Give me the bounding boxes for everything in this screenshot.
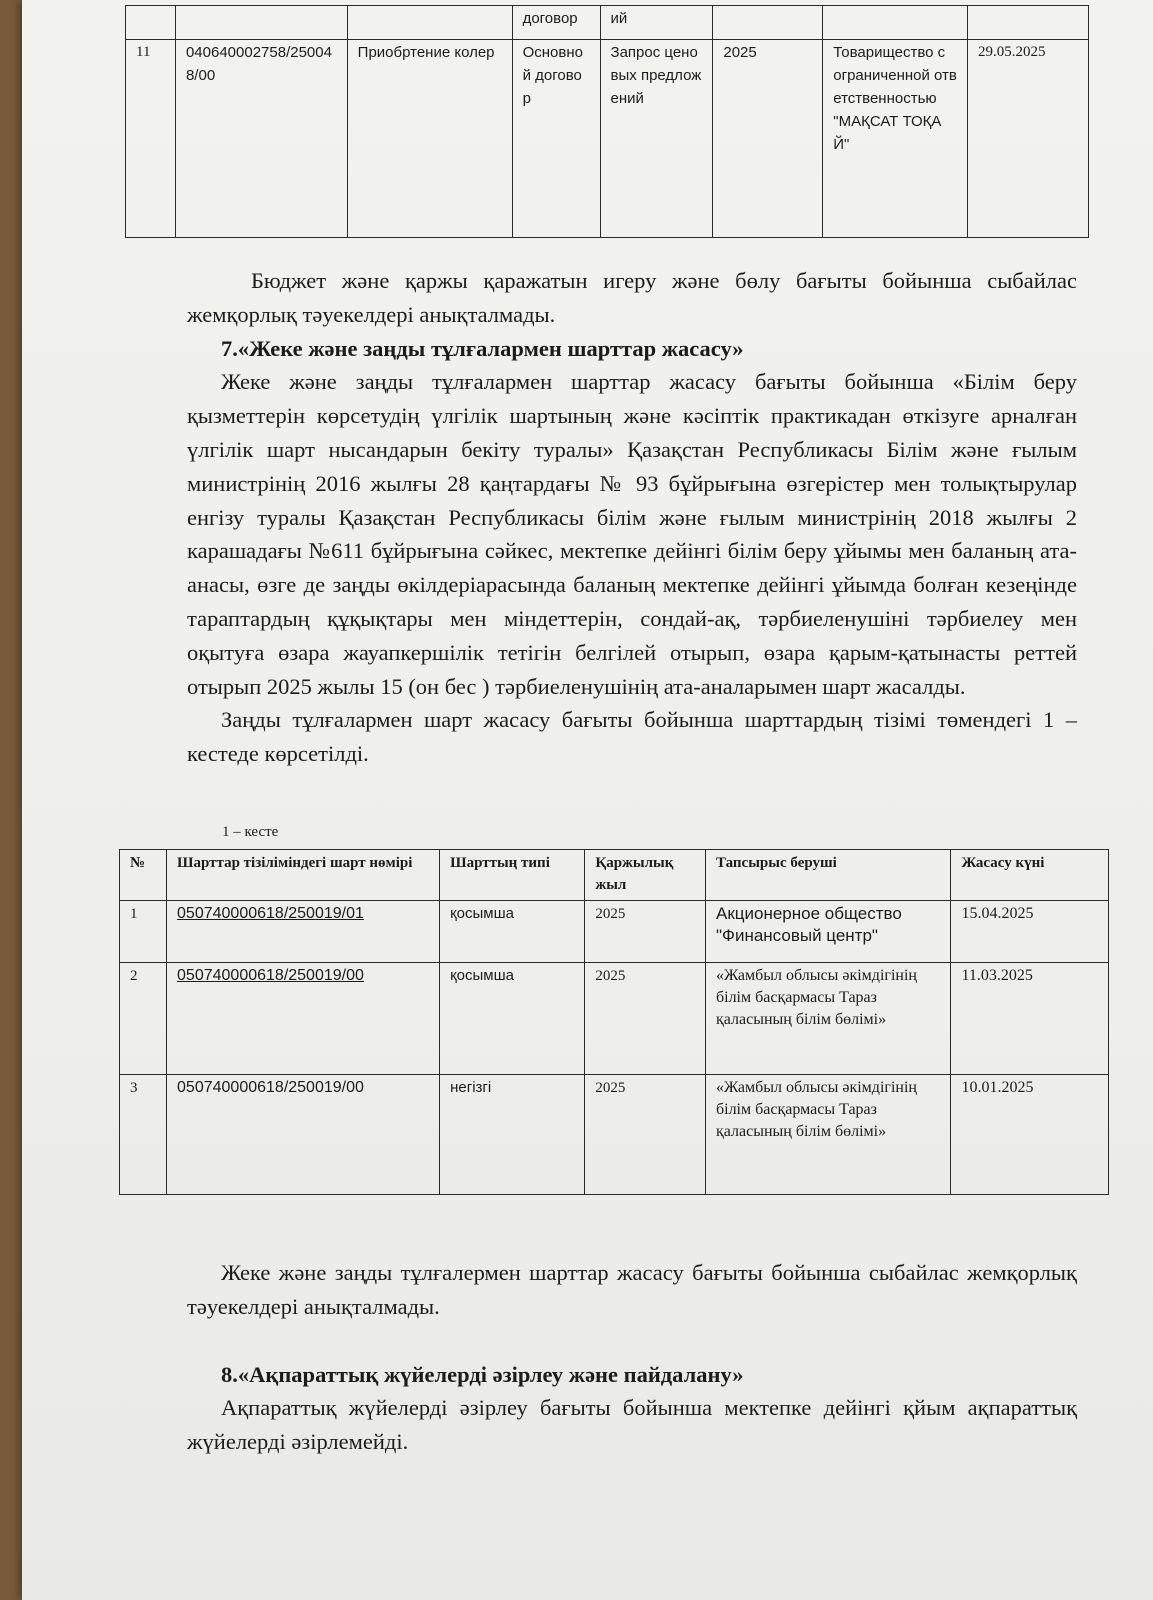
table-row [120, 901, 1109, 963]
cell-customer: Акционерное общество "Финансовый центр" [705, 901, 950, 963]
heading-section-7: 7.«Жеке және заңды тұлғалармен шарттар жасасу» [221, 335, 744, 361]
header-year: Қаржылық жыл [585, 850, 706, 901]
cell-method: Запрос ценовых предложений [600, 40, 713, 238]
header-date: Жасасу күні [951, 850, 1109, 901]
table-header-row [120, 850, 1109, 901]
table-caption: 1 – кесте [222, 824, 279, 840]
cell-method: ий [600, 6, 713, 40]
cell-customer: «Жамбыл облысы әкімдігінің білім басқармасы Тараз қаласының білім бөлімі» [705, 963, 950, 1075]
cell-customer: «Жамбыл облысы әкімдігінің білім басқармасы Тараз қаласының білім бөлімі» [705, 1075, 950, 1195]
procurement-table [125, 5, 1089, 238]
cell-type: қосымша [440, 963, 585, 1075]
header-type: Шарттың типі [440, 850, 585, 901]
table-row [120, 1075, 1109, 1195]
body-text-bottom [187, 1256, 1077, 1459]
cell-year: 2025 [713, 40, 823, 238]
paragraph-contract-list: Заңды тұлғалармен шарт жасасу бағыты бойынша шарттардың тізімі төмендегі 1 – кестеде көрсетілді. [187, 707, 1077, 767]
contracts-table [119, 849, 1109, 1195]
cell-no: 1 [120, 901, 167, 963]
cell-date: 29.05.2025 [968, 40, 1089, 238]
cell-date: 11.03.2025 [951, 963, 1109, 1075]
header-reg: Шарттар тізіліміндегі шарт нөмірі [167, 850, 440, 901]
heading-section-8: 8.«Ақпараттық жүйелерді әзірлеу және пайдалану» [221, 1361, 744, 1387]
cell-no: 2 [120, 963, 167, 1075]
body-text-top [187, 264, 1077, 771]
cell-supplier: Товарищество с ограниченной ответственностью "МАҚСАТ ТОҚАЙ" [823, 40, 968, 238]
cell-type: негізгі [440, 1075, 585, 1195]
cell-reg: 050740000618/250019/00 [167, 963, 440, 1075]
cell-year: 2025 [585, 901, 706, 963]
cell-date: 10.01.2025 [951, 1075, 1109, 1195]
cell-type: қосымша [440, 901, 585, 963]
cell-reg: 050740000618/250019/00 [167, 1075, 440, 1195]
cell-date: 15.04.2025 [951, 901, 1109, 963]
cell-year: 2025 [585, 963, 706, 1075]
document-page [22, 0, 1153, 1600]
cell-type: договор [512, 6, 600, 40]
cell-type: Основной договор [512, 40, 600, 238]
cell-no: 11 [126, 40, 176, 238]
paragraph-no-risk: Жеке және заңды тұлғалермен шарттар жасасу бағыты бойынша сыбайлас жемқорлық тәуекелдері анықталмады. [187, 1260, 1077, 1319]
header-customer: Тапсырыс беруші [705, 850, 950, 901]
table-row [126, 40, 1089, 238]
cell-no: 3 [120, 1075, 167, 1195]
header-no: № [120, 850, 167, 901]
paragraph-contracts: Жеке және заңды тұлғалармен шарттар жасасу бағыты бойынша «Білім беру қызметтерін көрсетудің үлгілік шартының және кәсіптік практикадан өткізуге арналған үлгілік шарт нысандарын бекіту туралы» Қазақстан Республикасы Білім және ғылым министрінің 2016 жылғы 28 қаңтардағы № 93 бұйрығына өзгерістер мен толықтырулар енгізу туралы Қазақстан Республикасы білім және ғылым министрінің 2018 жылғы 2 карашадағы №611 бұйрығына сәйкес, мектепке дейінгі білім беру ұйымы мен баланың ата-анасы, өзге де заңды өкілдеріарасында баланың мектепке дейінгі ұйымда болған кезеңінде тараптардың құқықтары мен міндеттерін, сондай-ақ, тәрбиеленушіні тәрбиелеу мен оқытуға өзара жауапкершілік тетігін белгілей отырып, өзара қарым-қатынасты реттей отырып 2025 жылы 15 (он бес ) тәрбиеленушінің ата-аналарымен шарт жасалды. [187, 369, 1077, 699]
table-row [120, 963, 1109, 1075]
table-row [126, 6, 1089, 40]
cell-year: 2025 [585, 1075, 706, 1195]
paragraph-budget: Бюджет және қаржы қаражатын игеру және бөлу бағыты бойынша сыбайлас жемқорлық тәуекелдері анықталмады. [187, 268, 1077, 327]
cell-subject: Приобртение колер [347, 40, 512, 238]
cell-reg-no: 040640002758/250048/00 [175, 40, 347, 238]
paragraph-information-systems: Ақпараттық жүйелерді әзірлеу бағыты бойынша мектепке дейінгі қйым ақпараттық жүйелерді әзірлемейді. [187, 1395, 1077, 1455]
cell-reg: 050740000618/250019/01 [167, 901, 440, 963]
